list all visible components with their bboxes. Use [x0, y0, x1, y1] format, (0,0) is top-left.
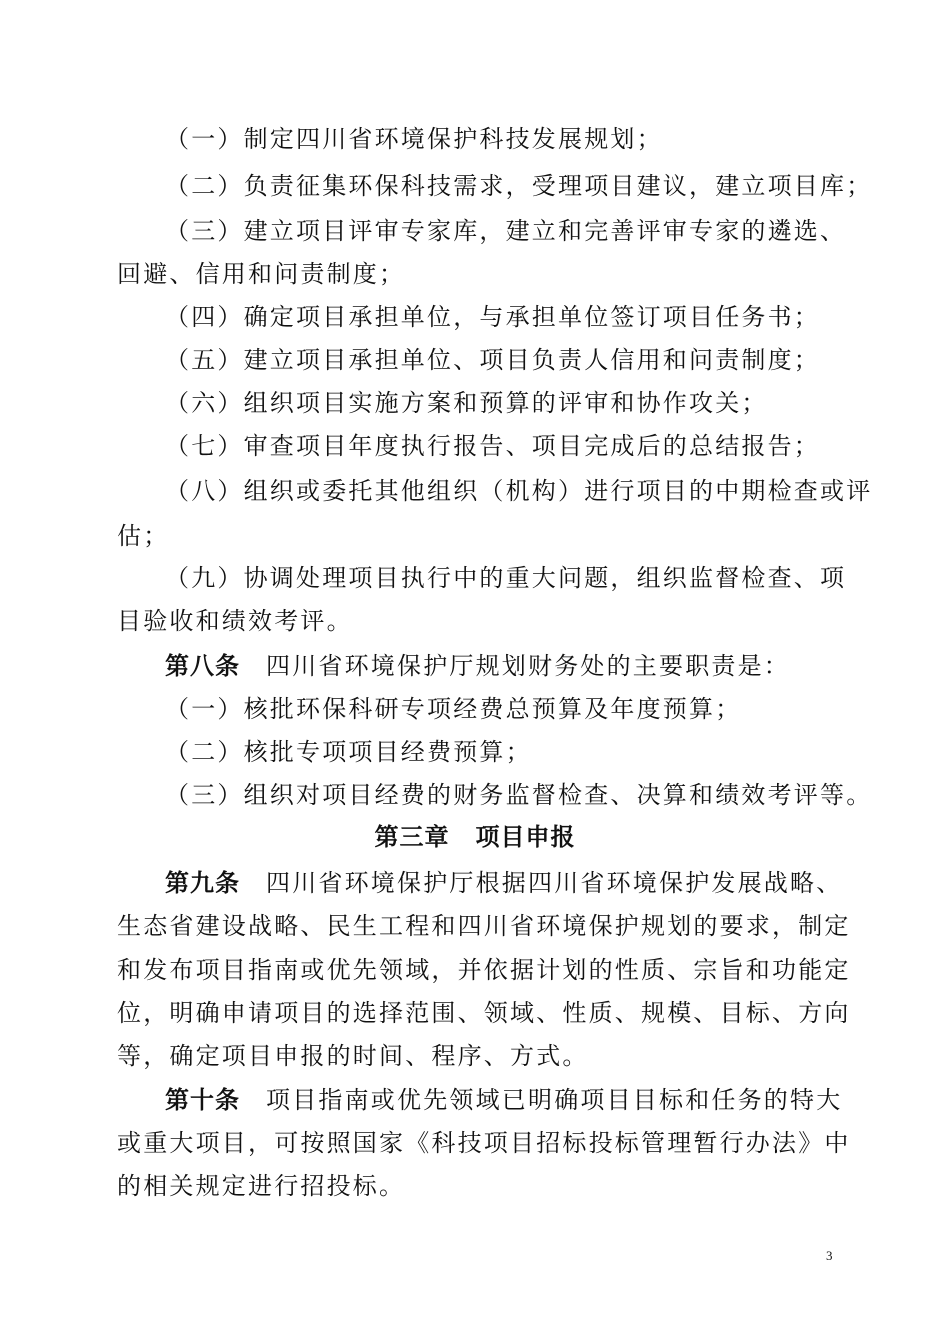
item-2-line: （二）负责征集环保科技需求，受理项目建议，建立项目库； — [165, 172, 873, 200]
chapter-number: 第三章 — [374, 823, 450, 851]
item-9-line: （九）协调处理项目执行中的重大问题，组织监督检查、项 — [165, 564, 847, 592]
article-9-text-1: 四川省环境保护厅根据四川省环境保护发展战略、 — [266, 869, 843, 897]
article-9-line-5: 等，确定项目申报的时间、程序、方式。 — [117, 1042, 589, 1070]
item-7-line: （七）审查项目年度执行报告、项目完成后的总结报告； — [165, 432, 820, 460]
article-9-label: 第九条 — [165, 869, 240, 897]
chapter-title: 项目申报 — [475, 823, 576, 851]
chapter-heading — [0, 822, 950, 852]
item-6-line: （六）组织项目实施方案和预算的评审和协作攻关； — [165, 389, 768, 417]
article-9-line-2: 生态省建设战略、民生工程和四川省环境保护规划的要求，制定 — [117, 912, 851, 940]
article-9-line-1 — [165, 868, 842, 898]
article-9-line-4: 位，明确申请项目的选择范围、领域、性质、规模、目标、方向 — [117, 999, 851, 1027]
article-10-line-2: 或重大项目，可按照国家《科技项目招标投标管理暂行办法》中 — [117, 1129, 851, 1157]
item-8-continuation: 估； — [117, 522, 170, 550]
item-9-continuation: 目验收和绩效考评。 — [117, 607, 353, 635]
item-8-line: （八）组织或委托其他组织（机构）进行项目的中期检查或评 — [165, 477, 873, 505]
article-8-heading-line — [165, 651, 790, 681]
item-1-line: （一）制定四川省环境保护科技发展规划； — [165, 125, 663, 153]
item-5-line: （五）建立项目承担单位、项目负责人信用和问责制度； — [165, 346, 820, 374]
article-10-text-1: 项目指南或优先领域已明确项目目标和任务的特大 — [266, 1086, 843, 1114]
item-3-line: （三）建立项目评审专家库，建立和完善评审专家的遴选、 — [165, 217, 847, 245]
article-8-item-2: （二）核批专项项目经费预算； — [165, 738, 532, 766]
page-number: 3 — [826, 1248, 833, 1263]
article-10-line-3: 的相关规定进行招投标。 — [117, 1172, 406, 1200]
article-10-line-1 — [165, 1085, 842, 1115]
article-8-item-1: （一）核批环保科研专项经费总预算及年度预算； — [165, 695, 742, 723]
item-3-continuation: 回避、信用和问责制度； — [117, 260, 406, 288]
article-10-label: 第十条 — [165, 1086, 240, 1114]
item-4-line: （四）确定项目承担单位，与承担单位签订项目任务书； — [165, 303, 820, 331]
article-8-label: 第八条 — [165, 652, 240, 680]
article-8-item-3: （三）组织对项目经费的财务监督检查、决算和绩效考评等。 — [165, 781, 873, 809]
article-8-text: 四川省环境保护厅规划财务处的主要职责是： — [266, 652, 790, 680]
article-9-line-3: 和发布项目指南或优先领域，并依据计划的性质、宗旨和功能定 — [117, 956, 851, 984]
